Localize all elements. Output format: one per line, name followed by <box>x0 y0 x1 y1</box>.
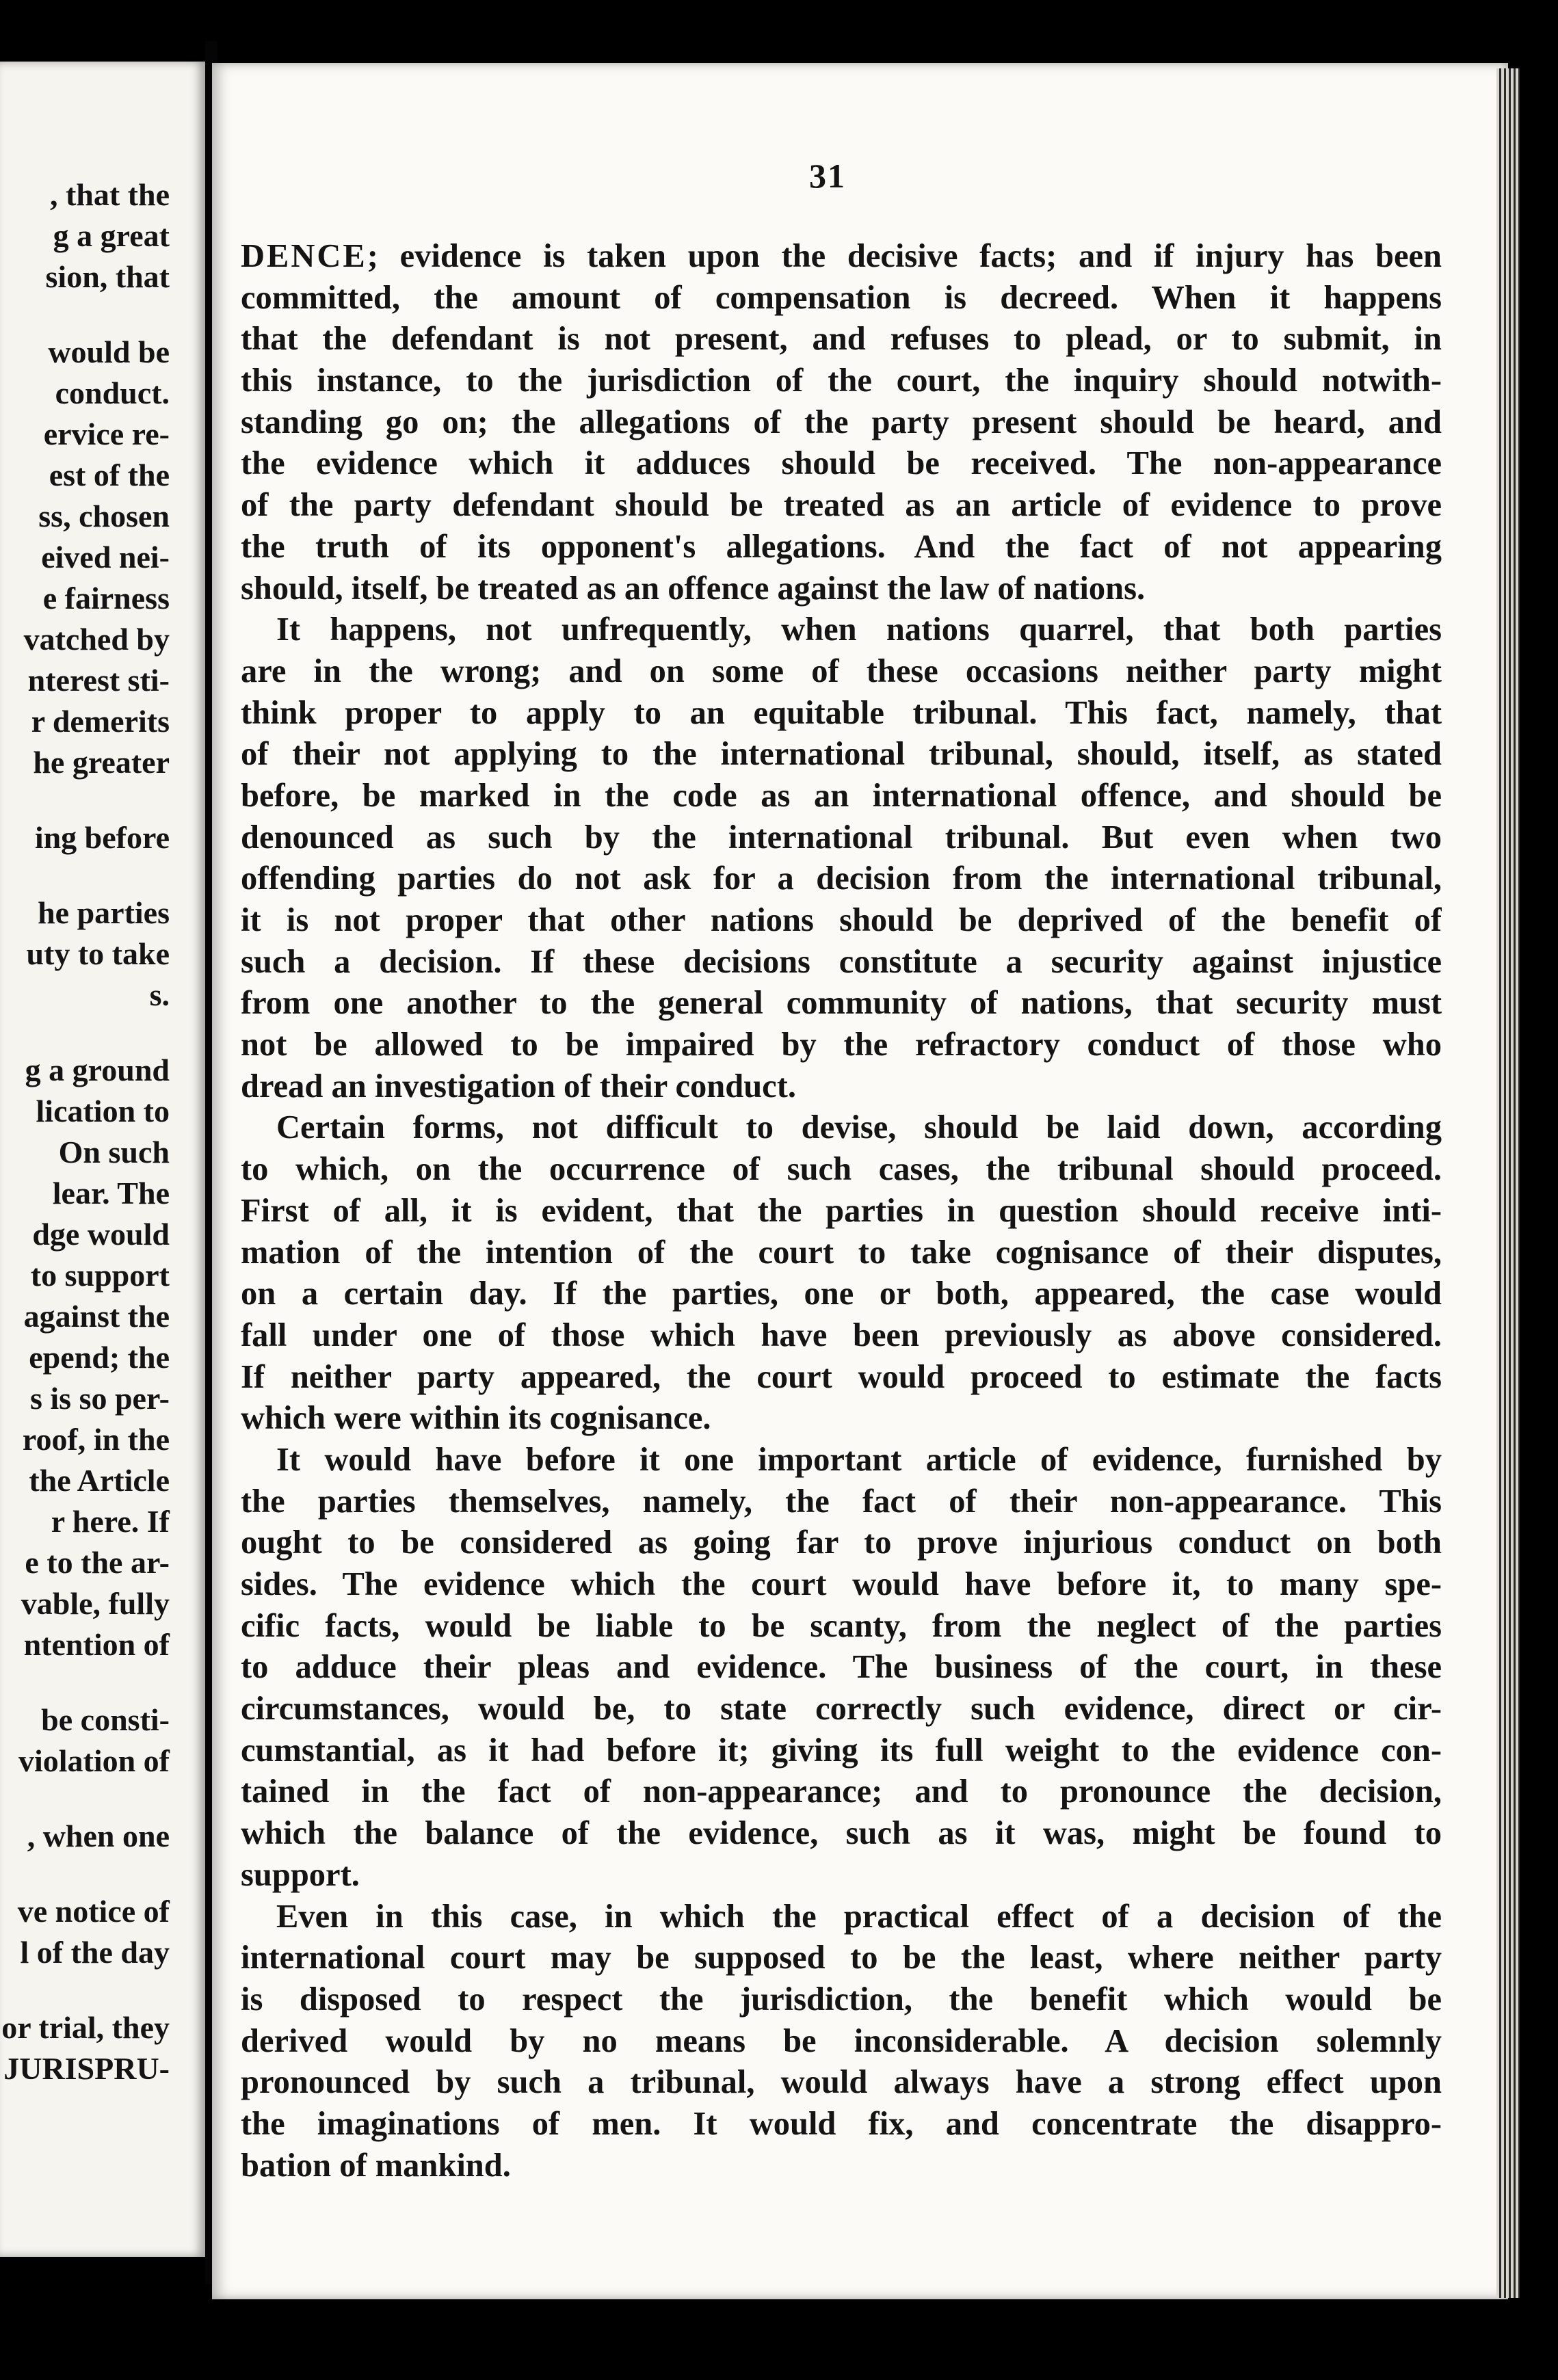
text-line: of their not applying to the international tribunal, should, itself, as stated <box>241 736 1442 773</box>
text-line: which were within its cognisance. <box>241 1400 711 1437</box>
text-line: is disposed to respect the jurisdiction, the benefit which would be <box>241 1981 1442 2018</box>
left-page-line: , when one <box>27 1819 170 1853</box>
text-line: to adduce their pleas and evidence. The business of the court, in these <box>241 1649 1442 1686</box>
left-page-line: ing before <box>34 820 170 855</box>
page-number: 31 <box>809 157 846 195</box>
text-line: on a certain day. If the parties, one or both, appeared, the case would <box>241 1275 1442 1312</box>
left-page-line: be consti- <box>41 1702 170 1737</box>
text-line: sides. The evidence which the court would have before it, to many spe- <box>241 1566 1442 1602</box>
left-page-line: eived nei- <box>41 540 170 574</box>
left-page-line: to support <box>30 1258 170 1293</box>
text-line: international court may be supposed to be the least, where neither party <box>241 1940 1442 1976</box>
text-line: It happens, not unfrequently, when nations quarrel, that both parties <box>276 611 1442 648</box>
text-line: to which, on the occurrence of such cases, the tribunal should proceed. <box>241 1151 1442 1188</box>
left-page-line: g a great <box>53 218 170 253</box>
text-line: such a decision. If these decisions constitute a security against injustice <box>241 943 1442 980</box>
text-line: derived would by no means be inconsiderable. A decision solemnly <box>241 2022 1442 2059</box>
text-line: the evidence which it adduces should be received. The non-appearance <box>241 445 1442 482</box>
left-page-line: JURISPRU- <box>3 2051 170 2086</box>
left-page-line: l of the day <box>20 1935 170 1970</box>
left-page-line: vatched by <box>23 622 170 657</box>
text-line: Certain forms, not difficult to devise, should be laid down, according <box>276 1109 1442 1146</box>
left-page-line: nterest sti- <box>27 663 170 698</box>
left-page-line: or trial, they <box>1 2010 170 2045</box>
text-line: pronounced by such a tribunal, would always have a strong effect upon <box>241 2064 1442 2101</box>
text-line: should, itself, be treated as an offence against the law of nations. <box>241 570 1146 607</box>
text-line: which the balance of the evidence, such as it was, might be found to <box>241 1815 1442 1852</box>
text-line: First of all, it is evident, that the parties in question should receive inti- <box>241 1192 1442 1229</box>
left-page-line: ervice re- <box>43 416 170 451</box>
left-page-line: ss, chosen <box>38 499 170 533</box>
text-line: bation of mankind. <box>241 2147 511 2184</box>
left-page-line: uty to take <box>26 936 170 971</box>
left-page-line: he parties <box>38 895 170 930</box>
text-line: mation of the intention of the court to take cognisance of their disputes, <box>241 1234 1442 1271</box>
text-line: fall under one of those which have been previously as above considered. <box>241 1317 1442 1353</box>
text-line: cific facts, would be liable to be scanty, from the neglect of the parties <box>241 1607 1442 1644</box>
left-page-line: ve notice of <box>17 1894 170 1929</box>
text-line: the truth of its opponent's allegations. And the fact of not appearing <box>241 528 1442 565</box>
left-page-line: , that the <box>49 177 170 212</box>
left-page-line: On such <box>58 1135 170 1169</box>
text-line: support. <box>241 1856 360 1893</box>
text-line: circumstances, would be, to state correctly such evidence, direct or cir- <box>241 1691 1442 1728</box>
text-line: this instance, to the jurisdiction of the court, the inquiry should notwith- <box>241 362 1442 399</box>
text-line: tained in the fact of non-appearance; and to pronounce the decision, <box>241 1773 1442 1810</box>
left-page-line: r here. If <box>51 1504 170 1539</box>
left-page-line: s. <box>149 977 170 1012</box>
text-line: the parties themselves, namely, the fact of their non-appearance. This <box>241 1483 1442 1520</box>
text-line: It would have before it one important article of evidence, furnished by <box>276 1441 1442 1478</box>
left-page-fragment <box>0 62 205 2257</box>
text-line: committed, the amount of compensation is decreed. When it happens <box>241 279 1442 316</box>
left-page-line: lear. The <box>52 1176 170 1211</box>
body-text <box>241 236 1442 2186</box>
text-line: cumstantial, as it had before it; giving its full weight to the evidence con- <box>241 1732 1442 1769</box>
text-line: not be allowed to be impaired by the refractory conduct of those who <box>241 1027 1442 1063</box>
left-page-line: against the <box>23 1299 170 1334</box>
text-line: offending parties do not ask for a decision from the international tribunal, <box>241 860 1442 897</box>
text-line: from one another to the general community of nations, that security must <box>241 985 1442 1022</box>
text-line: the imaginations of men. It would fix, and concentrate the disappro- <box>241 2105 1442 2142</box>
left-page-line: r demerits <box>31 704 170 739</box>
left-page-line: he greater <box>33 745 170 780</box>
text-line: it is not proper that other nations should be deprived of the benefit of <box>241 902 1442 938</box>
text-line: think proper to apply to an equitable tribunal. This fact, namely, that <box>241 694 1442 731</box>
text-line: Even in this case, in which the practical effect of a decision of the <box>276 1898 1442 1935</box>
left-page-line: ntention of <box>23 1627 170 1662</box>
left-page-line: the Article <box>29 1463 170 1498</box>
left-page-line: dge would <box>32 1217 170 1252</box>
text-line: standing go on; the allegations of the party present should be heard, and <box>241 404 1442 440</box>
left-page-line: lication to <box>36 1094 170 1128</box>
text-line: denounced as such by the international tribunal. But even when two <box>241 819 1442 856</box>
text-line: ought to be considered as going far to prove injurious conduct on both <box>241 1524 1442 1561</box>
left-page-line: est of the <box>49 458 170 492</box>
left-page-line: e to the ar- <box>25 1545 170 1580</box>
text-line: are in the wrong; and on some of these occasions neither party might <box>241 652 1442 689</box>
left-page-line: would be <box>48 334 170 369</box>
left-page-line: sion, that <box>45 259 170 294</box>
left-page-line: s is so per- <box>29 1381 170 1416</box>
left-page-line: e fairness <box>42 581 170 616</box>
left-page-line: conduct. <box>55 375 170 410</box>
left-page-line: roof, in the <box>22 1422 170 1457</box>
text-line: DENCE; evidence is taken upon the decisive facts; and if injury has been <box>241 238 1442 274</box>
left-page-line: epend; the <box>29 1340 170 1375</box>
text-line: that the defendant is not present, and refuses to plead, or to submit, in <box>241 321 1442 358</box>
left-page-line: violation of <box>18 1743 170 1778</box>
text-line: dread an investigation of their conduct. <box>241 1068 796 1105</box>
text-line: before, be marked in the code as an international offence, and should be <box>241 777 1442 814</box>
page-edge-stack <box>1496 68 1520 2298</box>
left-page-line: vable, fully <box>21 1586 170 1621</box>
left-page-line: g a ground <box>25 1053 170 1087</box>
text-line: of the party defendant should be treated as an article of evidence to prove <box>241 487 1442 524</box>
text-line: If neither party appeared, the court would proceed to estimate the facts <box>241 1358 1442 1395</box>
